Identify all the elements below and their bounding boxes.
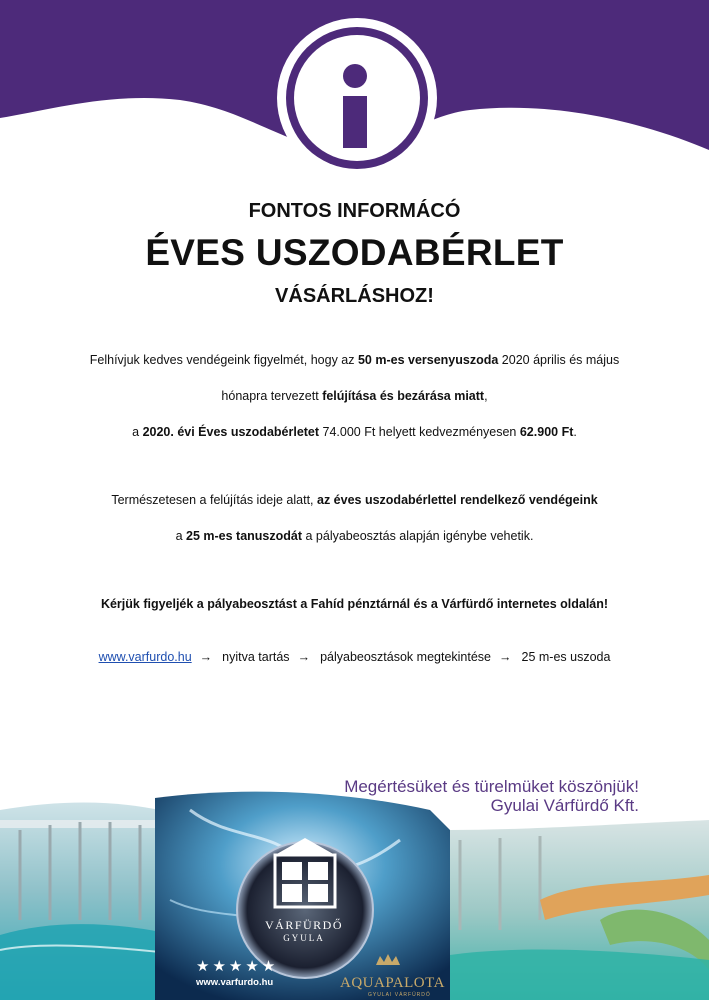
arrow-right-icon: → xyxy=(499,650,512,664)
info-icon xyxy=(277,18,437,175)
bold-text: 25 m-es tanuszodát xyxy=(186,529,303,543)
heading-line-3: VÁSÁRLÁSHOZ! xyxy=(275,285,434,307)
aquapalota-subtitle: GYULAI VÁRFÜRDŐ xyxy=(368,992,431,998)
header-banner xyxy=(0,0,709,175)
arrow-right-icon: → xyxy=(199,650,213,664)
rating-stars: ★★★★★ xyxy=(196,958,279,975)
website-link[interactable]: www.varfurdo.hu xyxy=(98,650,192,664)
company-name: Gyulai Várfürdő Kft. xyxy=(490,796,639,815)
paragraph-2 xyxy=(0,389,709,403)
page-title: ÉVES USZODABÉRLET xyxy=(145,232,564,273)
text: a pályabeosztás alapján igénybe vehetik. xyxy=(302,529,534,543)
text: Felhívjuk kedves vendégeink figyelmét, hogy az xyxy=(89,353,358,367)
paragraph-4 xyxy=(0,493,709,507)
nav-step-opening-hours: nyitva tartás xyxy=(222,650,290,664)
nav-step-25m-pool: 25 m-es uszoda xyxy=(521,650,611,664)
price-text: 62.900 Ft xyxy=(519,425,574,439)
text: a xyxy=(175,529,186,543)
thank-you-note xyxy=(344,777,639,815)
heading-line-1: FONTOS INFORMÁCÓ xyxy=(248,200,461,222)
bold-text: az éves uszodabérlettel rendelkező vendégeink xyxy=(317,493,598,507)
paragraph-3 xyxy=(0,425,709,439)
footer-website: www.varfurdo.hu xyxy=(196,977,274,988)
text: hónapra tervezett xyxy=(221,389,323,403)
notice-paragraph: Kérjük figyeljék a pályabeosztást a Fahíd pénztárnál és a Várfürdő internetes oldalán! xyxy=(100,597,609,611)
indoor-pool-photo-left xyxy=(0,803,160,1000)
indoor-pool-photo-right xyxy=(450,820,709,1000)
text: 2020 április és május xyxy=(498,353,620,367)
text: a xyxy=(132,425,143,439)
navigation-path xyxy=(0,650,709,664)
text: . xyxy=(573,425,577,439)
aquapalota-logo: AQUAPALOTA xyxy=(340,975,445,991)
bold-text: felújítása és bezárása miatt xyxy=(322,389,485,403)
paragraph-1 xyxy=(0,353,709,367)
brand-city: GYULA xyxy=(283,933,325,943)
paragraph-5 xyxy=(0,529,709,543)
text: Természetesen a felújítás ideje alatt, xyxy=(111,493,317,507)
text: 74.000 Ft helyett kedvezményesen xyxy=(319,425,520,439)
thank-you-line: Megértésüket és türelmüket köszönjük! xyxy=(344,777,639,796)
brand-name: VÁRFÜRDŐ xyxy=(264,918,343,932)
bold-text: 50 m-es versenyuszoda xyxy=(357,353,499,367)
arrow-right-icon: → xyxy=(297,650,311,664)
text: , xyxy=(484,389,488,403)
nav-step-lane-schedule: pályabeosztások megtekintése xyxy=(320,650,491,664)
bold-text: 2020. évi Éves uszodabérletet xyxy=(142,425,320,439)
